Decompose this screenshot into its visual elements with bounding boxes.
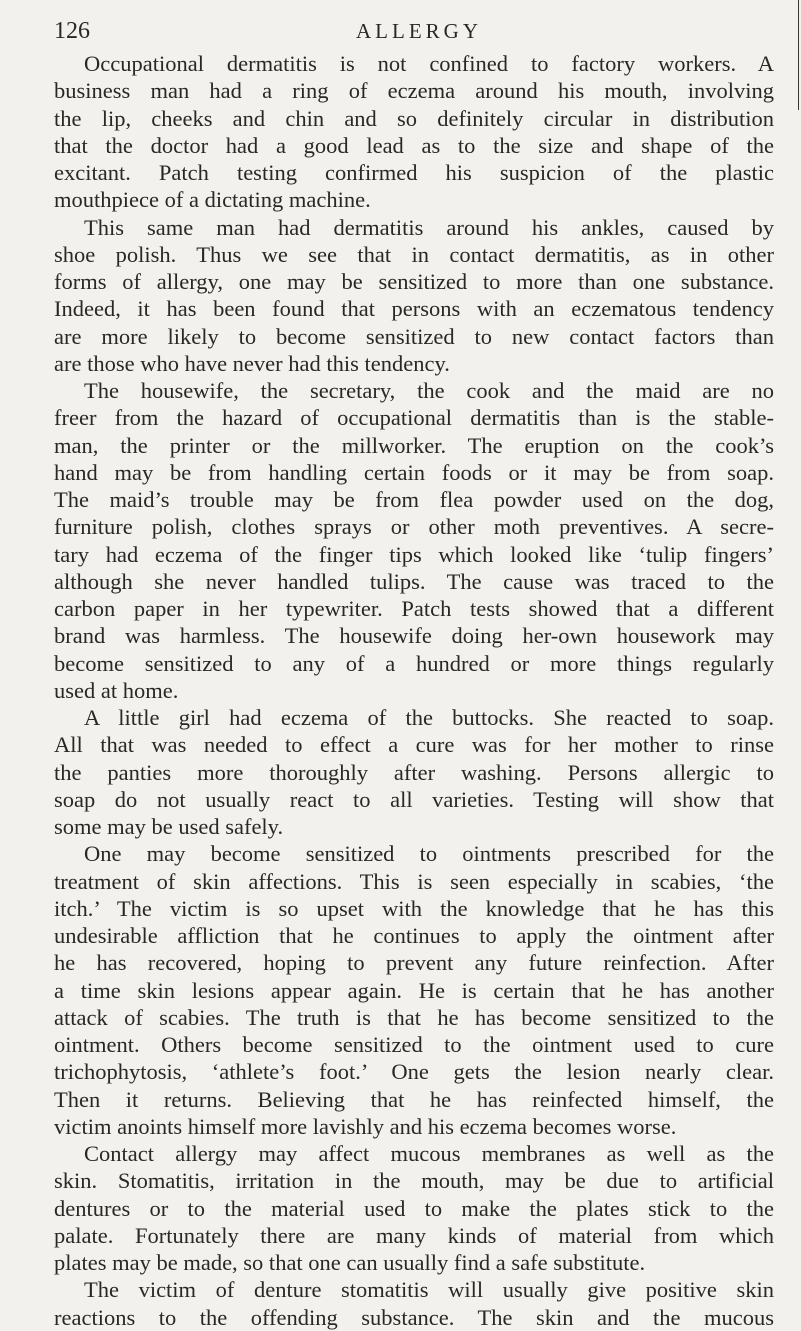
text-line: A little girl had eczema of the buttocks. She reacted to soap. [84,705,774,730]
text-line: The victim of denture stomatitis will usually give positive skin [84,1277,774,1303]
page-header [54,14,774,48]
text-line: business man had a ring of eczema around his mouth, involving [54,78,774,104]
text-line: shoe polish. Thus we see that in contact dermatitis, as in other [54,241,774,267]
text-line: freer from the hazard of occupational dermatitis than is the stable- [54,405,774,431]
text-line: plates may be made, so that one can usually find a safe substitute. [54,1250,646,1275]
text-line: man, the printer or the millworker. The eruption on the cook’s [54,432,774,458]
text-line: are those who have never had this tendency. [54,350,450,376]
text-line: This same man had dermatitis around his ankles, caused by [84,214,774,240]
text-line: dentures or to the material used to make the plates stick to the [54,1195,774,1221]
text-line: are more likely to become sensitized to new contact factors than [54,323,774,349]
text-line: that the doctor had a good lead as to the size and shape of the [54,132,774,158]
text-line: mouthpiece of a dictating machine. [54,187,371,213]
text-line: Occupational dermatitis is not confined to factory workers. A [84,51,774,76]
text-line: furniture polish, clothes sprays or other moth preventives. A secre- [54,514,774,540]
page-number: 126 [54,18,90,44]
text-line: hand may be from handling certain foods or it may be from soap. [54,459,774,485]
text-line: trichophytosis, ‘athlete’s foot.’ One gets the lesion nearly clear. [54,1059,774,1085]
text-line: become sensitized to any of a hundred or more things regularly [54,650,774,676]
text-line: skin. Stomatitis, irritation in the mouth, may be due to artificial [54,1168,774,1194]
text-line: victim anoints himself more lavishly and his eczema becomes worse. [54,1113,677,1139]
text-line: The maid’s trouble may be from flea powder used on the dog, [54,487,774,512]
text-line: ointment. Others become sensitized to the ointment used to cure [54,1032,774,1057]
page-edge-line [798,0,799,110]
text-line: treatment of skin affections. This is seen especially in scabies, ‘the [54,868,774,894]
text-line: All that was needed to effect a cure was for her mother to rinse [54,732,774,758]
text-line: carbon paper in her typewriter. Patch tests showed that a different [54,596,774,621]
text-line: a time skin lesions appear again. He is certain that he has another [54,977,774,1003]
text-line: Contact allergy may affect mucous membranes as well as the [84,1141,774,1166]
text-line: The housewife, the secretary, the cook and the maid are no [84,378,774,403]
text-line: One may become sensitized to ointments prescribed for the [84,841,774,867]
text-line: attack of scabies. The truth is that he has become sensitized to the [54,1004,774,1030]
text-line: brand was harmless. The housewife doing her-own housework may [54,623,774,649]
running-head: ALLERGY [356,19,482,43]
text-line: itch.’ The victim is so upset with the knowledge that he has this [54,895,774,921]
text-line: the lip, cheeks and chin and so definitely circular in distribution [54,105,774,131]
text-line: tary had eczema of the finger tips which looked like ‘tulip fingers’ [54,541,774,567]
text-line: although she never handled tulips. The cause was traced to the [54,568,774,594]
text-line: undesirable affliction that he continues to apply the ointment after [54,923,774,948]
text-line: Indeed, it has been found that persons with an eczematous tendency [54,296,774,322]
body-text [54,50,774,1331]
text-line: reactions to the offending substance. The skin and the mucous [54,1304,774,1330]
text-line: excitant. Patch testing confirmed his suspicion of the plastic [54,160,774,185]
text-line: forms of allergy, one may be sensitized to more than one substance. [54,269,774,294]
text-line: soap do not usually react to all varieties. Testing will show that [54,786,774,812]
text-line: palate. Fortunately there are many kinds of material from which [54,1222,774,1248]
text-line: the panties more thoroughly after washing. Persons allergic to [54,759,774,785]
text-line: he has recovered, hoping to prevent any future reinfection. After [54,950,774,976]
text-line: used at home. [54,677,179,703]
text-line: some may be used safely. [54,814,284,839]
text-line: Then it returns. Believing that he has reinfected himself, the [54,1086,774,1112]
